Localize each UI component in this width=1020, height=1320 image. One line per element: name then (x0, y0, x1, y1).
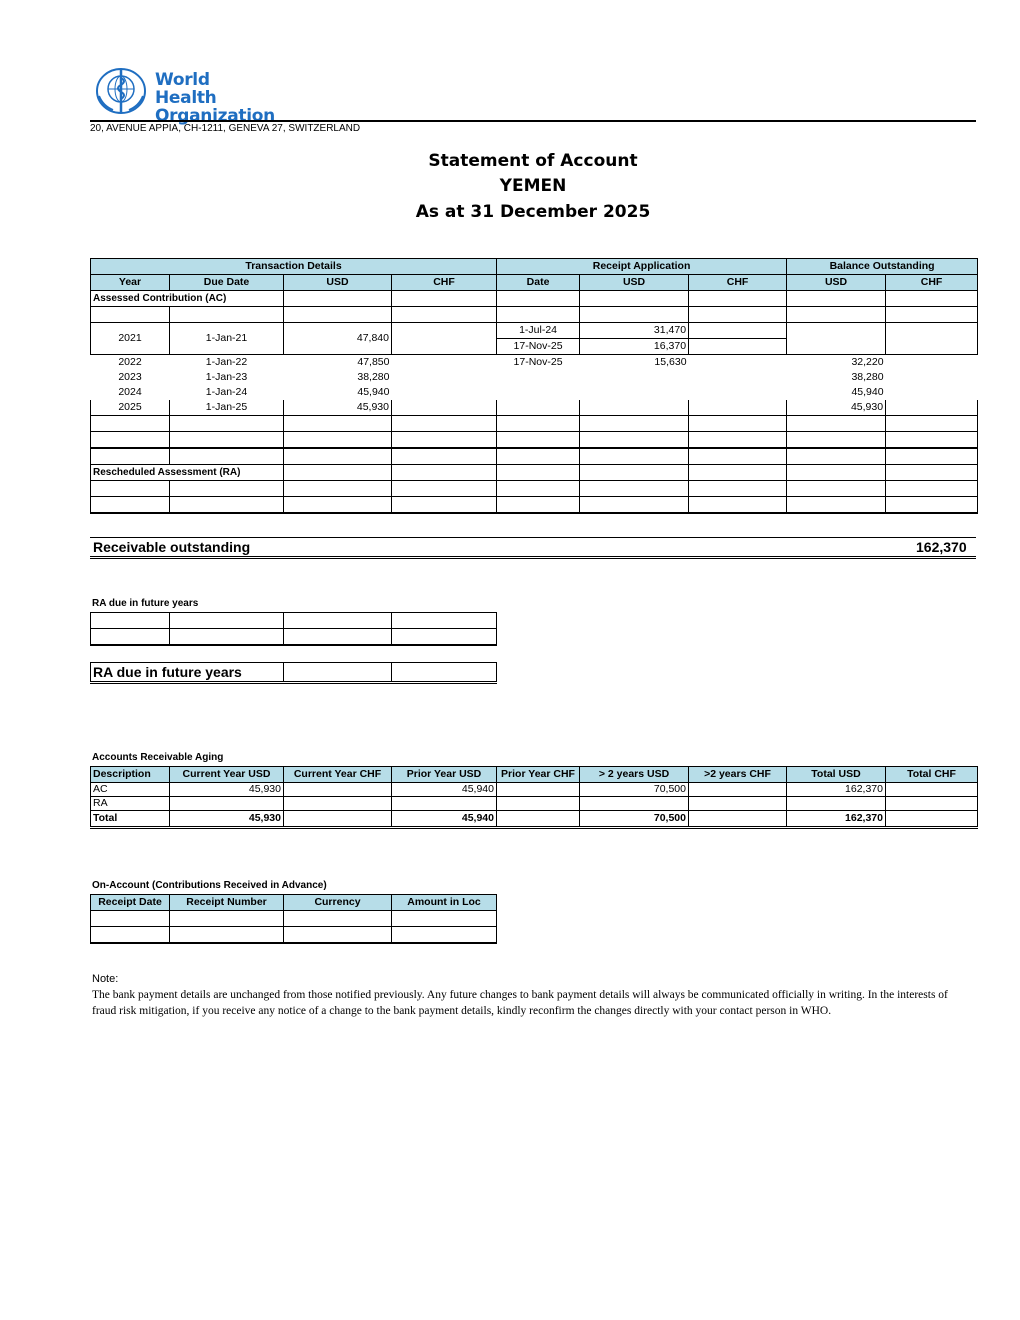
receipt-usd: 16,370 (580, 339, 689, 355)
row-due-date: 1-Jan-21 (170, 323, 284, 355)
aging-cell: 45,940 (392, 783, 497, 797)
balance-usd: 45,930 (787, 400, 886, 416)
aging-col: Current Year USD (170, 767, 284, 783)
org-name (155, 71, 275, 125)
aging-col-description: Description (91, 767, 170, 783)
aging-total-row (91, 811, 978, 828)
column-header-row (91, 275, 978, 291)
row-year: 2022 (118, 356, 142, 368)
statement-table (90, 258, 978, 514)
table-row (91, 613, 497, 629)
ra-future-total-label: RA due in future years (91, 663, 284, 683)
aging-table (90, 766, 978, 829)
receivable-outstanding (90, 537, 976, 559)
col-year: Year (91, 275, 170, 291)
group-transaction-details: Transaction Details (91, 259, 497, 275)
table-row (91, 323, 978, 339)
receipt-usd: 15,630 (654, 356, 687, 368)
section-ac-label: Assessed Contribution (AC) (91, 291, 284, 307)
aging-col: Prior Year USD (392, 767, 497, 783)
aging-total-cell: 162,370 (787, 811, 886, 828)
note-label: Note: (92, 973, 119, 985)
note-text: The bank payment details are unchanged from those notified previously. Any future changes to bank payment details will always be communicated officially in writing. In the interests of fraud risk mitigation, if you receive any notice of a change to the bank payment details, kindly reconfirm the changes directly with your contact person in WHO. (92, 989, 948, 1017)
aging-cell: 70,500 (580, 783, 689, 797)
table-row (91, 448, 978, 465)
section-ra-label: Rescheduled Assessment (RA) (91, 465, 284, 481)
country-name: YEMEN (499, 176, 567, 196)
group-balance-outstanding: Balance Outstanding (787, 259, 978, 275)
section-row (91, 291, 978, 307)
col-balance-chf: CHF (886, 275, 978, 291)
statement-title: Statement of Account (428, 151, 638, 171)
aging-total-label: Total (91, 811, 170, 828)
col-date: Date (497, 275, 580, 291)
aging-cell: 45,930 (170, 783, 284, 797)
receipt-date: 17-Nov-25 (513, 356, 563, 368)
who-logo (90, 66, 275, 126)
balance-usd: 45,940 (851, 386, 884, 398)
receipt-usd: 31,470 (580, 323, 689, 339)
group-receipt-application: Receipt Application (497, 259, 787, 275)
row-due-date: 1-Jan-24 (205, 386, 248, 398)
table-row (91, 432, 978, 449)
on-account-title: On-Account (Contributions Received in Advance) (92, 880, 327, 891)
table-row (91, 385, 978, 400)
aging-cell: 162,370 (787, 783, 886, 797)
aging-col: > 2 years USD (580, 767, 689, 783)
col-due-date: Due Date (170, 275, 284, 291)
table-row (91, 497, 978, 514)
aging-cell: RA (91, 797, 170, 811)
row-usd: 45,930 (284, 400, 392, 416)
table-row (91, 370, 978, 385)
on-account-table (90, 894, 497, 944)
org-name-line1: World Health (155, 70, 217, 108)
table-row (91, 629, 497, 646)
balance-usd: 32,220 (851, 356, 884, 368)
ra-future-table (90, 612, 497, 646)
table-row (91, 927, 497, 944)
table-row (91, 481, 978, 497)
receipt-date: 17-Nov-25 (497, 339, 580, 355)
col-chf: CHF (392, 275, 497, 291)
ra-future-title: RA due in future years (92, 598, 199, 609)
row-usd: 47,840 (284, 323, 392, 355)
col-receipt-chf: CHF (689, 275, 787, 291)
aging-cell: AC (91, 783, 170, 797)
aging-col: Total USD (787, 767, 886, 783)
aging-col: >2 years CHF (689, 767, 787, 783)
row-chf (392, 323, 497, 355)
aging-col: Prior Year CHF (497, 767, 580, 783)
on-account-col: Amount in Loc (392, 895, 497, 911)
who-emblem-icon (90, 66, 152, 116)
col-usd: USD (284, 275, 392, 291)
row-year: 2023 (118, 371, 142, 383)
aging-cell (497, 783, 580, 797)
ra-future-total-row (91, 663, 497, 683)
aging-total-cell: 45,930 (170, 811, 284, 828)
table-row (91, 416, 978, 432)
row-usd: 45,940 (357, 386, 390, 398)
aging-total-cell: 70,500 (580, 811, 689, 828)
receivable-label: Receivable outstanding (93, 539, 251, 555)
row-year: 2021 (91, 323, 170, 355)
table-row (91, 797, 978, 811)
row-due-date: 1-Jan-23 (205, 371, 248, 383)
on-account-header-row (91, 895, 497, 911)
aging-title: Accounts Receivable Aging (92, 752, 224, 763)
table-row (91, 355, 978, 371)
section-row (91, 465, 978, 481)
table-row (91, 911, 497, 927)
table-row (91, 783, 978, 797)
table-row (91, 400, 978, 416)
row-due-date: 1-Jan-25 (170, 400, 284, 416)
receivable-value: 162,370 (916, 539, 967, 555)
row-usd: 47,850 (357, 356, 390, 368)
balance-usd: 38,280 (851, 371, 884, 383)
table-row (91, 307, 978, 323)
row-year: 2024 (118, 386, 142, 398)
aging-col: Total CHF (886, 767, 978, 783)
on-account-col: Receipt Date (91, 895, 170, 911)
balance-usd (787, 323, 886, 355)
org-name-line2: Organization (155, 106, 275, 126)
aging-header-row (91, 767, 978, 783)
aging-total-cell: 45,940 (392, 811, 497, 828)
address-line: 20, AVENUE APPIA, CH-1211, GENEVA 27, SWITZERLAND (90, 120, 976, 134)
aging-col: Current Year CHF (284, 767, 392, 783)
receipt-date: 1-Jul-24 (497, 323, 580, 339)
col-balance-usd: USD (787, 275, 886, 291)
aging-cell (284, 783, 392, 797)
aging-cell (689, 783, 787, 797)
group-header-row (91, 259, 978, 275)
row-year: 2025 (91, 400, 170, 416)
col-receipt-usd: USD (580, 275, 689, 291)
note-block (92, 971, 972, 1019)
aging-cell (886, 783, 978, 797)
row-usd: 38,280 (357, 371, 390, 383)
row-due-date: 1-Jan-22 (205, 356, 248, 368)
on-account-col: Currency (284, 895, 392, 911)
ra-future-total-table (90, 662, 497, 684)
on-account-col: Receipt Number (170, 895, 284, 911)
as-at-date: As at 31 December 2025 (415, 202, 651, 222)
